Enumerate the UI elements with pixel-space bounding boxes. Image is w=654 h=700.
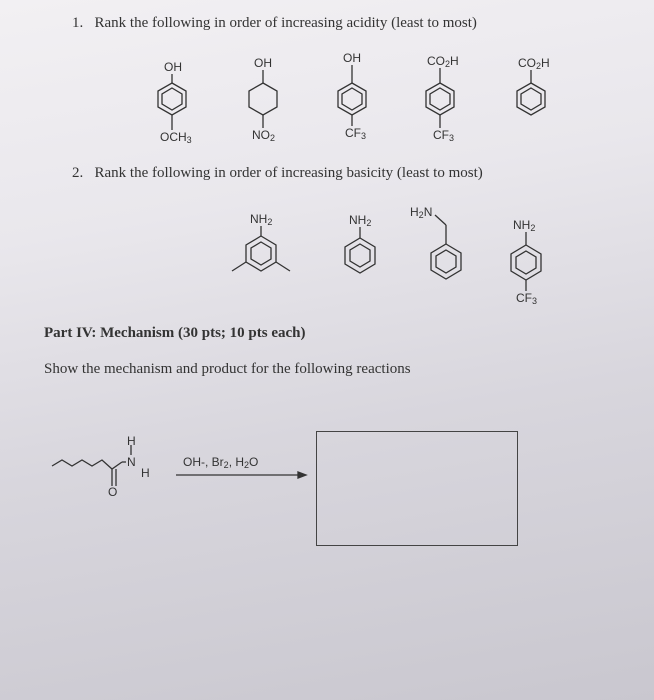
answer-box[interactable] xyxy=(316,431,518,546)
q1-ring-3 xyxy=(338,65,366,126)
q1-ring-2 xyxy=(249,70,277,128)
q1-text: Rank the following in order of increasing acidity (least to most) xyxy=(94,15,477,31)
q1-ring-1 xyxy=(158,74,186,130)
part4-title: Part IV: Mechanism (30 pts; 10 pts each) xyxy=(44,325,306,341)
q2-c2-top-label: $NH_2$ xyxy=(349,213,372,228)
q2-c4-top-label: $NH_2$ xyxy=(513,218,536,233)
part4-instruction: Show the mechanism and product for the following reactions xyxy=(44,361,411,377)
amide-skeleton xyxy=(52,445,131,486)
q2-ring-3 xyxy=(431,215,461,279)
q1-c3-bottom-label: $CF_3$ xyxy=(345,126,367,141)
q1-c2-top-label: OH xyxy=(254,56,272,70)
q2-text: Rank the following in order of increasing basicity (least to most) xyxy=(94,165,483,181)
amide-n: N xyxy=(127,455,136,469)
q1-number: 1. xyxy=(72,15,84,31)
q2-c3-top-label: $H_2N$ xyxy=(410,205,433,220)
q1-ring-4 xyxy=(426,68,454,128)
amide-h-top: H xyxy=(127,434,136,448)
q1-c3-top-label: OH xyxy=(343,51,361,65)
q2-c4-bottom-label: $CF_3$ xyxy=(516,291,538,306)
q2-c1-top-label: $NH_2$ xyxy=(250,212,273,227)
q1-c2-bottom-label: $NO_2$ xyxy=(252,128,276,143)
q1-ring-5 xyxy=(517,70,545,115)
amide-o: O xyxy=(108,485,118,499)
reaction-reagents: OH-, $Br_2$, $H_2O$ xyxy=(183,455,259,470)
q1-c4-bottom-label: $CF_3$ xyxy=(433,128,455,143)
q1-c5-top-label: $CO_2H$ xyxy=(518,56,550,71)
q1-c1-top-label: OH xyxy=(164,60,182,74)
q1-c1-bottom-label: $OCH_3$ xyxy=(160,130,192,145)
amide-h-right: H xyxy=(141,466,150,480)
q2-ring-4 xyxy=(511,232,541,291)
reaction-arrow xyxy=(176,472,306,478)
q2-ring-2 xyxy=(345,227,375,273)
q2-ring-1 xyxy=(232,226,290,271)
q1-c4-top-label: $CO_2H$ xyxy=(427,54,459,69)
q2-number: 2. xyxy=(72,165,84,181)
